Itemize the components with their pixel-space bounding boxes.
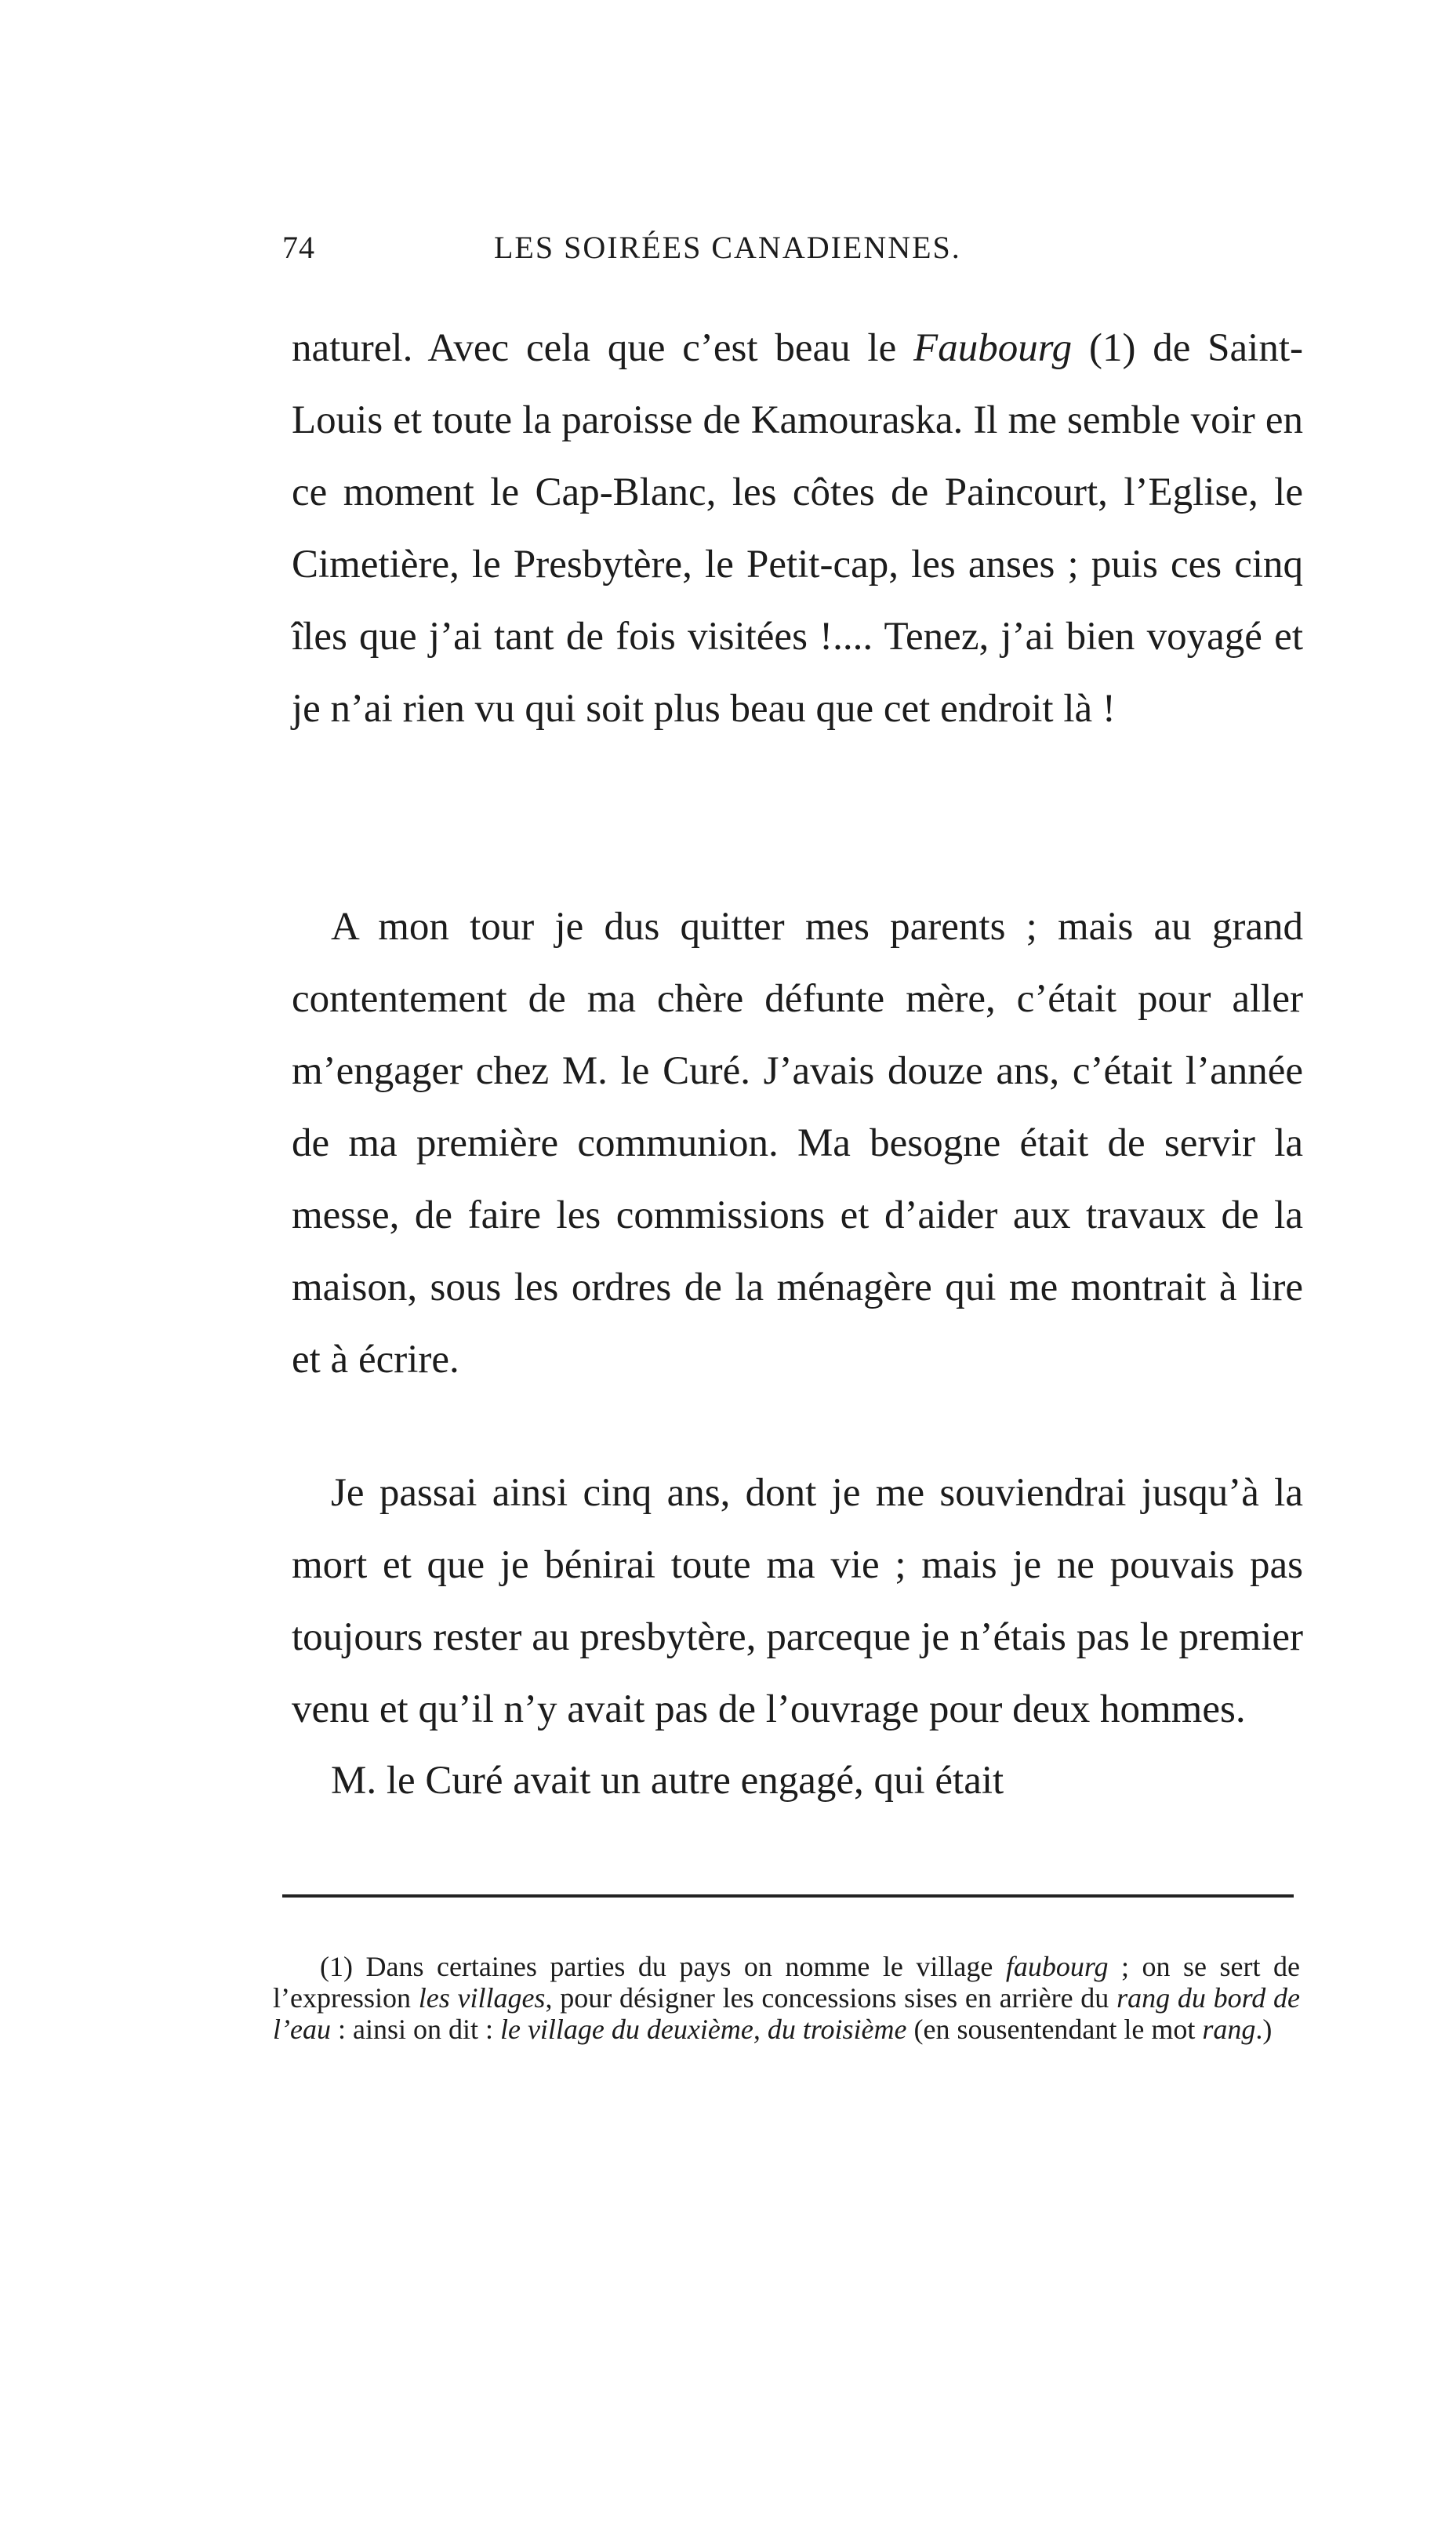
- footnote-divider: [282, 1894, 1294, 1898]
- footnote-seg-2: ; on se sert de l’expression: [273, 1951, 1300, 2014]
- footnote-seg-4: : ainsi on dit :: [330, 2014, 500, 2045]
- paragraph-1-text-after: de Saint-Louis et toute la paroisse de Kamouraska. Il me semble voir en ce moment le Cap-Blanc, les côtes de Paincourt, l’Eglise, le Cimetière, le Presbytère, le Petit-cap, les anses ; puis ces cinq îles que j’ai tant de fois visitées !.... Tenez, j’ai bien voyagé et je n’ai rien vu qui soit plus beau que cet endroit là !: [292, 326, 1304, 731]
- footnote-seg-3: , pour désigner les concessions sises en arrière du: [545, 1982, 1117, 2014]
- footnote-seg-6: .): [1255, 2014, 1273, 2045]
- footnote-italic-1: faubourg: [1005, 1951, 1109, 1982]
- footnote-ref-marker: (1): [1072, 326, 1136, 370]
- paragraph-1: [292, 312, 1303, 745]
- footnote-seg-5: (en sousentendant le mot: [906, 2014, 1203, 2045]
- running-title: LES SOIRÉES CANADIENNES.: [494, 230, 961, 265]
- paragraph-1-italic: Faubourg: [913, 326, 1073, 370]
- footnote: [273, 1951, 1300, 2045]
- page-number: 74: [282, 230, 315, 265]
- paragraph-3: Je passai ainsi cinq ans, dont je me souviendrai jusqu’à la mort et que je bénirai toute ma vie ; mais je ne pouvais pas toujours rester au presbytère, parceque je n’étais pas le premier venu et qu’il n’y avait pas de l’ouvrage pour deux hommes.: [292, 1471, 1303, 1731]
- footnote-italic-5: rang: [1202, 2014, 1256, 2045]
- paragraph-4: M. le Curé avait un autre engagé, qui était: [331, 1759, 1004, 1803]
- paragraph-2: A mon tour je dus quitter mes parents ; mais au grand contentement de ma chère défunte mère, c’était pour aller m’engager chez M. le Curé. J’avais douze ans, c’était l’année de ma première communion. Ma besogne était de servir la messe, de faire les commissions et d’aider aux travaux de la maison, sous les ordres de la ménagère qui me montrait à lire et à écrire.: [292, 905, 1303, 1382]
- footnote-italic-4: le village du deuxième, du troisième: [499, 2014, 907, 2045]
- paragraph-1-text-before: naturel. Avec cela que c’est beau le: [292, 326, 914, 370]
- footnote-italic-2: les villages: [418, 1982, 546, 2014]
- footnote-seg-1: (1) Dans certaines parties du pays on nomme le village: [320, 1951, 1006, 1982]
- footnote-italic-3: rang du bord de l’eau: [273, 1982, 1300, 2045]
- page-header: [282, 229, 1082, 276]
